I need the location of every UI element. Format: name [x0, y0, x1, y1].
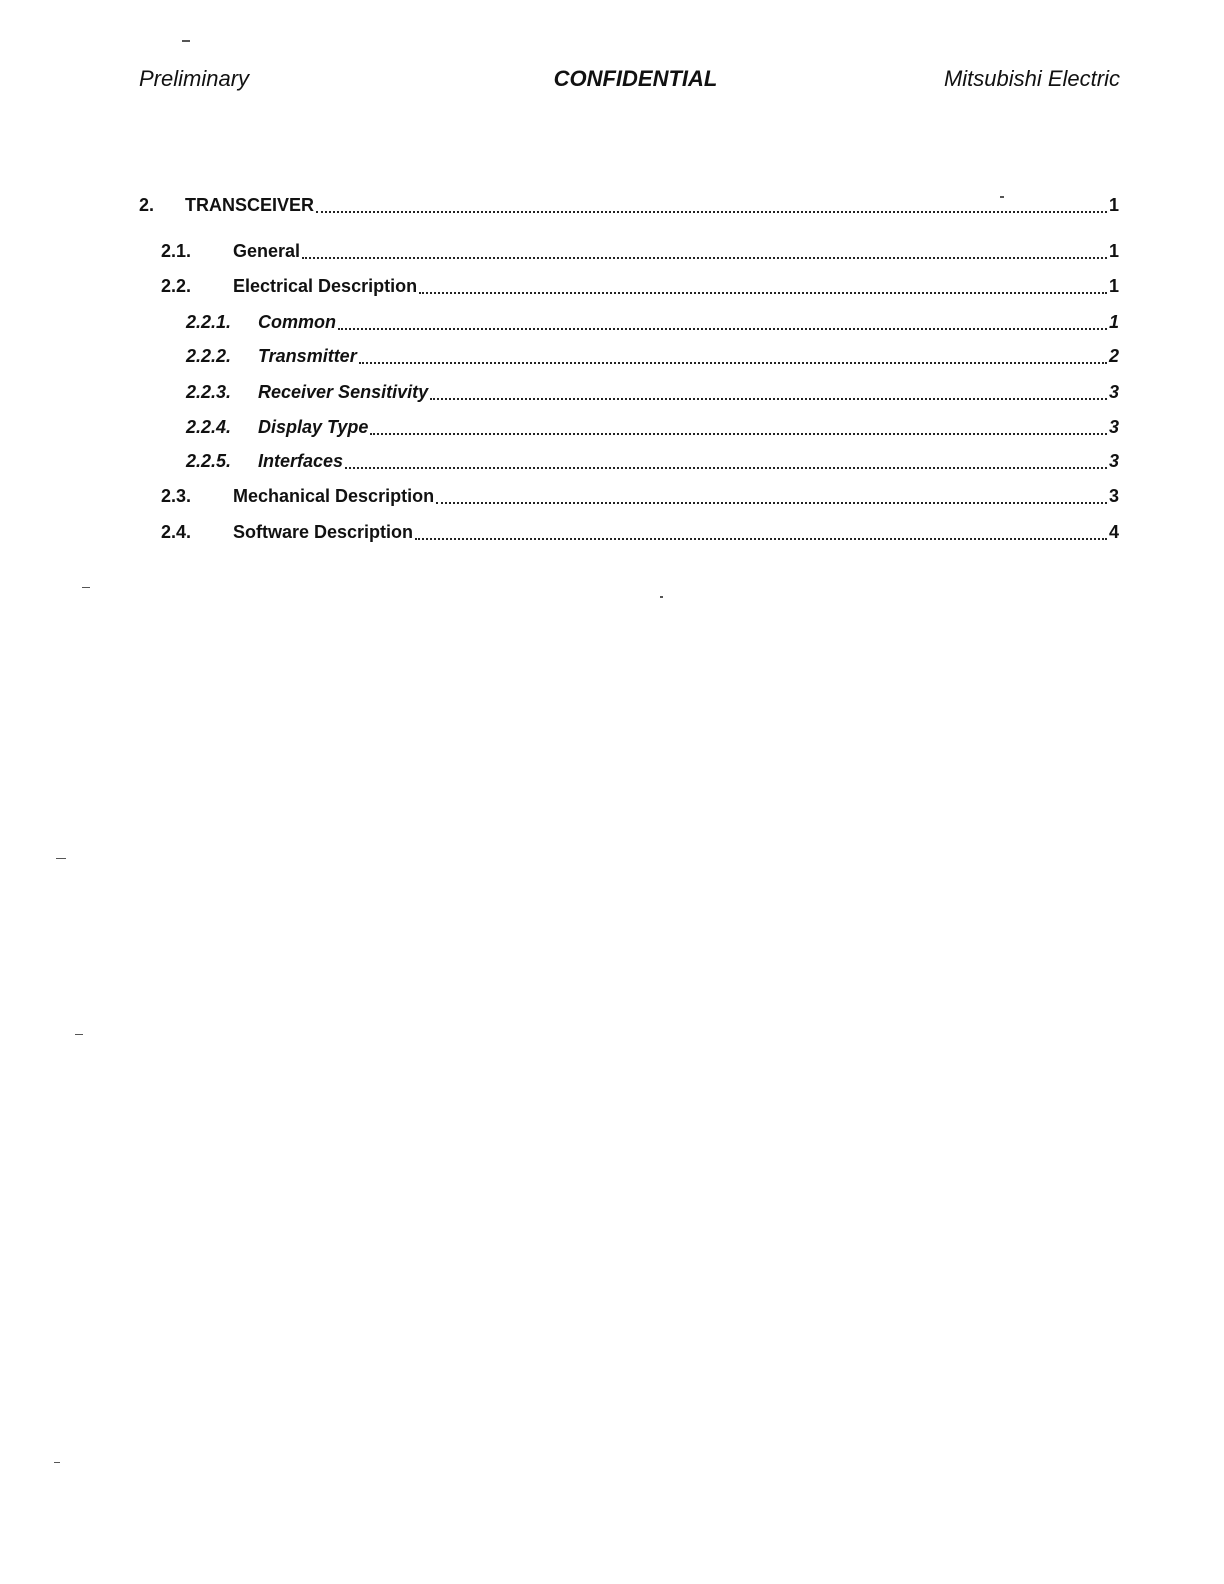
header-status: Preliminary [139, 66, 250, 91]
toc-title: Common [258, 312, 336, 332]
toc-leader [419, 272, 1107, 294]
toc-page-number: 3 [1108, 417, 1119, 437]
page-header [139, 66, 1120, 96]
toc-title: TRANSCEIVER [185, 195, 315, 215]
toc-number: 2. [139, 195, 155, 215]
toc-entry[interactable] [139, 192, 1119, 218]
toc-leader [370, 413, 1107, 435]
toc-leader [302, 237, 1107, 259]
toc-entry[interactable] [186, 309, 1119, 335]
toc-title: Transmitter [258, 346, 357, 366]
scan-artifact [54, 1462, 60, 1463]
toc-page-number: 1 [1108, 312, 1119, 332]
toc-title: Mechanical Description [233, 486, 435, 506]
toc-page-number: 3 [1108, 486, 1119, 506]
toc-title: Interfaces [258, 451, 344, 471]
toc-page-number: 3 [1108, 451, 1119, 471]
toc-title: Electrical Description [233, 276, 418, 296]
toc-page-number: 1 [1108, 195, 1119, 215]
scan-artifact [82, 587, 90, 588]
toc-page-number: 1 [1108, 276, 1119, 296]
header-company: Mitsubishi Electric [943, 66, 1120, 91]
toc-title: General [233, 241, 301, 261]
toc-leader [359, 342, 1107, 364]
toc-number: 2.4. [161, 522, 192, 542]
toc-page-number: 4 [1108, 522, 1119, 542]
toc-entry[interactable] [161, 519, 1119, 545]
toc-page-number: 2 [1108, 346, 1119, 366]
scan-artifact [182, 40, 190, 42]
toc-leader [436, 482, 1107, 504]
toc-number: 2.2.3. [186, 382, 232, 402]
toc-leader [430, 378, 1107, 400]
toc-number: 2.2.4. [186, 417, 232, 437]
toc-number: 2.2. [161, 276, 192, 296]
toc-entry[interactable] [186, 343, 1119, 369]
toc-title: Software Description [233, 522, 414, 542]
toc-entry[interactable] [161, 273, 1119, 299]
scan-artifact [75, 1034, 83, 1035]
toc-leader [338, 308, 1107, 330]
toc-number: 2.2.2. [186, 346, 232, 366]
toc-leader [345, 447, 1107, 469]
toc-entry[interactable] [186, 414, 1119, 440]
toc-number: 2.1. [161, 241, 192, 261]
toc-entry[interactable] [186, 448, 1119, 474]
scan-artifact [660, 596, 663, 598]
toc-page-number: 3 [1108, 382, 1119, 402]
toc-title: Receiver Sensitivity [258, 382, 429, 402]
toc-number: 2.2.1. [186, 312, 232, 332]
header-classification: CONFIDENTIAL [553, 66, 718, 91]
scan-artifact [1000, 196, 1004, 198]
toc-entry[interactable] [161, 483, 1119, 509]
toc-page-number: 1 [1108, 241, 1119, 261]
toc-entry[interactable] [161, 238, 1119, 264]
toc-number: 2.3. [161, 486, 192, 506]
toc-leader [316, 191, 1107, 213]
toc-number: 2.2.5. [186, 451, 232, 471]
toc-title: Display Type [258, 417, 369, 437]
toc-leader [415, 518, 1107, 540]
toc-entry[interactable] [186, 379, 1119, 405]
scan-artifact [56, 858, 66, 859]
